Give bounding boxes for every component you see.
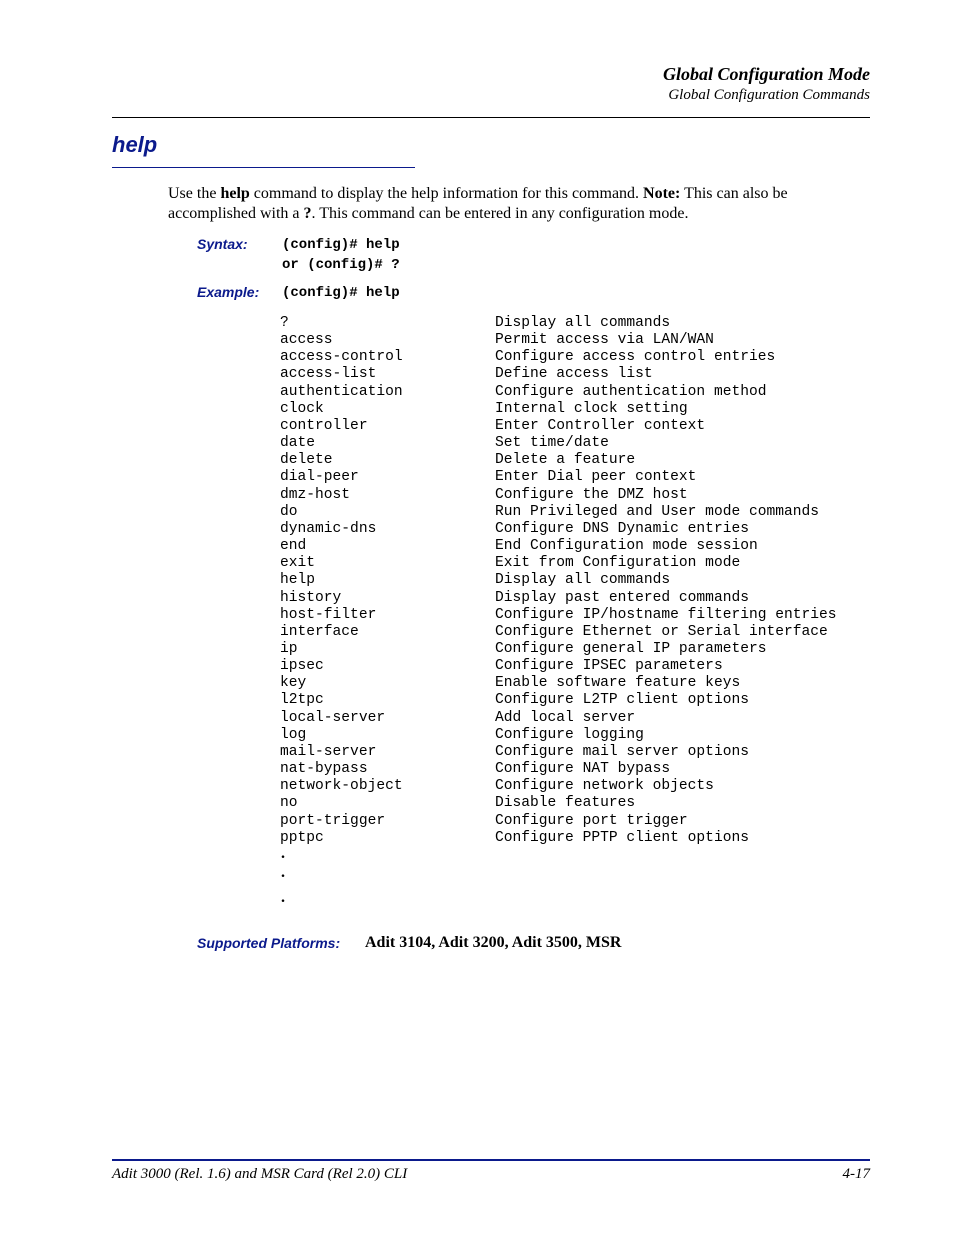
command-description: Configure IPSEC parameters <box>495 658 723 675</box>
command-row <box>280 607 837 624</box>
command-name: local-server <box>280 709 386 726</box>
command-row <box>280 469 837 486</box>
command-name: access-list <box>280 366 377 383</box>
command-name: dial-peer <box>280 469 359 486</box>
command-row <box>280 761 837 778</box>
intro-text-2: command to display the help information for this command. <box>249 185 644 202</box>
command-row <box>280 435 837 452</box>
command-row <box>280 727 837 744</box>
command-name: end <box>280 538 307 555</box>
example-line-1: (config)# help <box>282 285 400 301</box>
example-label: Example: <box>197 284 260 300</box>
command-name: dmz-host <box>280 486 351 503</box>
intro-text-3: This can also be accomplished with a <box>168 185 788 222</box>
command-name: nat-bypass <box>280 761 368 778</box>
command-description: Configure mail server options <box>495 743 749 760</box>
command-description: Configure logging <box>495 726 644 743</box>
command-row <box>280 795 837 812</box>
command-description: Configure L2TP client options <box>495 692 749 709</box>
command-name: port-trigger <box>280 812 386 829</box>
command-row <box>280 710 837 727</box>
command-description: Add local server <box>495 709 636 726</box>
command-description: Permit access via LAN/WAN <box>495 332 714 349</box>
intro-note-label: Note: <box>643 185 681 202</box>
command-name: access <box>280 332 333 349</box>
running-header-title: Global Configuration Mode <box>662 64 870 84</box>
command-description: Configure authentication method <box>495 383 767 400</box>
command-name: clock <box>280 400 324 417</box>
command-description: Configure access control entries <box>495 349 776 366</box>
command-description: Define access list <box>495 366 653 383</box>
command-row <box>280 641 837 658</box>
command-name: no <box>280 795 298 812</box>
command-name: do <box>280 503 298 520</box>
intro-text-4: . This command can be entered in any configuration mode. <box>311 205 689 222</box>
command-description: Enter Controller context <box>495 417 706 434</box>
command-name: mail-server <box>280 743 377 760</box>
command-row <box>280 624 837 641</box>
command-name: ip <box>280 640 298 657</box>
command-description: Enable software feature keys <box>495 675 741 692</box>
syntax-line-1: (config)# help <box>282 237 400 253</box>
command-row <box>280 590 837 607</box>
command-row <box>280 487 837 504</box>
intro-paragraph <box>168 184 858 224</box>
command-row <box>280 315 837 332</box>
command-row <box>280 418 837 435</box>
command-row <box>280 401 837 418</box>
command-row <box>280 692 837 709</box>
command-description: Configure NAT bypass <box>495 761 671 778</box>
command-row <box>280 384 837 401</box>
command-name: pptpc <box>280 829 324 846</box>
footer-divider <box>112 1159 870 1161</box>
command-name: ? <box>280 315 289 331</box>
command-name: authentication <box>280 383 403 400</box>
syntax-label: Syntax: <box>197 236 248 252</box>
command-row <box>280 555 837 572</box>
ellipsis-dot: . <box>281 864 285 881</box>
command-name: interface <box>280 623 359 640</box>
command-row <box>280 572 837 589</box>
command-name: l2tpc <box>280 692 324 709</box>
command-description: Display all commands <box>495 315 671 331</box>
command-name: host-filter <box>280 606 377 623</box>
command-name: ipsec <box>280 658 324 675</box>
command-row <box>280 658 837 675</box>
command-row <box>280 675 837 692</box>
command-description: Internal clock setting <box>495 400 688 417</box>
command-row <box>280 521 837 538</box>
command-description: Configure general IP parameters <box>495 640 767 657</box>
command-description: Enter Dial peer context <box>495 469 697 486</box>
command-row <box>280 332 837 349</box>
intro-question-mark: ? <box>303 205 312 222</box>
command-name: date <box>280 435 316 452</box>
command-row <box>280 538 837 555</box>
ellipsis-dot: . <box>281 845 285 862</box>
command-row <box>280 830 837 847</box>
intro-text-1: Use the <box>168 185 221 202</box>
command-description: Disable features <box>495 795 636 812</box>
ellipsis-dot: . <box>281 889 285 906</box>
command-description: Configure the DMZ host <box>495 486 688 503</box>
section-title-underline <box>112 167 415 168</box>
command-name: controller <box>280 417 368 434</box>
command-description: Configure port trigger <box>495 812 688 829</box>
header-divider <box>112 117 870 118</box>
command-name: key <box>280 675 307 692</box>
command-description: Configure PPTP client options <box>495 829 749 846</box>
command-description: Configure IP/hostname filtering entries <box>495 606 837 623</box>
command-name: network-object <box>280 778 403 795</box>
command-name: log <box>280 726 307 743</box>
command-row <box>280 778 837 795</box>
command-description: Configure DNS Dynamic entries <box>495 520 749 537</box>
command-row <box>280 349 837 366</box>
footer-page-number: 4-17 <box>842 1166 870 1182</box>
command-row <box>280 452 837 469</box>
command-row <box>280 504 837 521</box>
command-description: Delete a feature <box>495 452 636 469</box>
command-description: Configure network objects <box>495 778 714 795</box>
command-description: Display all commands <box>495 572 671 589</box>
command-description: Display past entered commands <box>495 589 749 606</box>
command-name: history <box>280 589 342 606</box>
command-row <box>280 744 837 761</box>
command-description: End Configuration mode session <box>495 538 758 555</box>
command-name: access-control <box>280 349 403 366</box>
command-list <box>280 315 837 847</box>
command-description: Run Privileged and User mode commands <box>495 503 820 520</box>
running-header-subtitle: Global Configuration Commands <box>668 87 870 103</box>
section-title: help <box>112 132 158 157</box>
command-name: dynamic-dns <box>280 520 377 537</box>
syntax-line-2: or (config)# ? <box>282 257 400 273</box>
command-description: Configure Ethernet or Serial interface <box>495 623 828 640</box>
footer-doc-title: Adit 3000 (Rel. 1.6) and MSR Card (Rel 2.0) CLI <box>112 1166 408 1182</box>
intro-command: help <box>220 185 250 202</box>
command-name: help <box>280 572 316 589</box>
command-description: Set time/date <box>495 435 609 452</box>
command-row <box>280 366 837 383</box>
command-row <box>280 813 837 830</box>
command-name: exit <box>280 555 316 572</box>
command-name: delete <box>280 452 333 469</box>
supported-platforms-label: Supported Platforms: <box>197 935 341 951</box>
supported-platforms-value: Adit 3104, Adit 3200, Adit 3500, MSR <box>365 934 622 951</box>
command-description: Exit from Configuration mode <box>495 555 741 572</box>
